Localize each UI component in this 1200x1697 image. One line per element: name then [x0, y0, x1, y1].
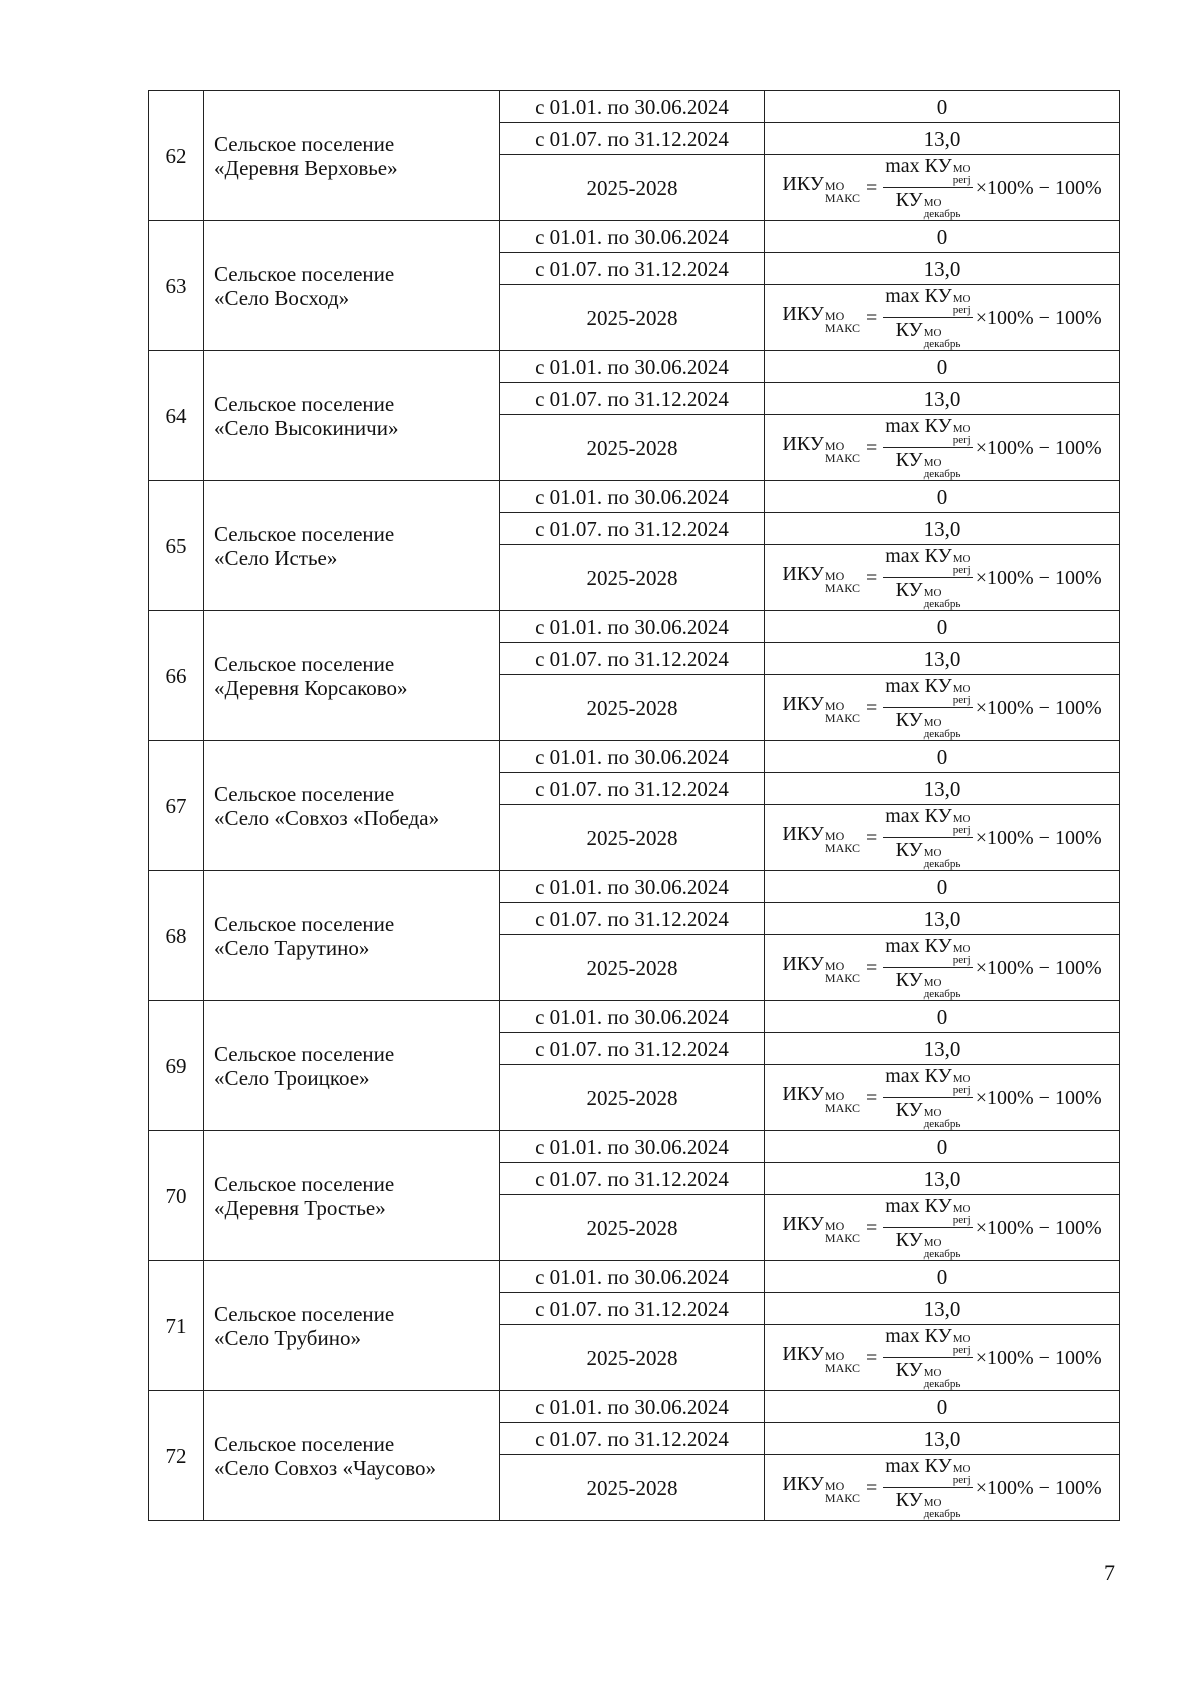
settlement-name: Сельское поселение «Село Истье» — [204, 481, 500, 611]
period-second-half: с 01.07. по 31.12.2024 — [500, 903, 765, 935]
period-first-half: с 01.01. по 30.06.2024 — [500, 1001, 765, 1033]
index-formula: ИКУ МО МАКС = max КУ МО регj КУ МО декабрь ×100% − 100% — [782, 935, 1102, 1000]
value-second-half: 13,0 — [765, 1423, 1120, 1455]
period-first-half: с 01.01. по 30.06.2024 — [500, 221, 765, 253]
period-range: 2025-2028 — [500, 1455, 765, 1521]
period-second-half: с 01.07. по 31.12.2024 — [500, 1163, 765, 1195]
table-row — [149, 1131, 1120, 1163]
period-range: 2025-2028 — [500, 1065, 765, 1131]
table-row — [149, 1001, 1120, 1033]
value-second-half: 13,0 — [765, 903, 1120, 935]
value-first-half: 0 — [765, 91, 1120, 123]
value-first-half: 0 — [765, 1131, 1120, 1163]
value-first-half: 0 — [765, 481, 1120, 513]
table-row — [149, 91, 1120, 123]
period-first-half: с 01.01. по 30.06.2024 — [500, 91, 765, 123]
period-first-half: с 01.01. по 30.06.2024 — [500, 741, 765, 773]
formula-cell — [765, 545, 1120, 611]
period-first-half: с 01.01. по 30.06.2024 — [500, 611, 765, 643]
index-formula: ИКУ МО МАКС = max КУ МО регj КУ МО декабрь ×100% − 100% — [782, 1195, 1102, 1260]
formula-cell — [765, 935, 1120, 1001]
settlement-name: Сельское поселение «Село Троицкое» — [204, 1001, 500, 1131]
value-second-half: 13,0 — [765, 253, 1120, 285]
period-second-half: с 01.07. по 31.12.2024 — [500, 1423, 765, 1455]
index-formula: ИКУ МО МАКС = max КУ МО регj КУ МО декабрь ×100% − 100% — [782, 1065, 1102, 1130]
period-range: 2025-2028 — [500, 285, 765, 351]
table-row — [149, 1261, 1120, 1293]
period-range: 2025-2028 — [500, 805, 765, 871]
period-first-half: с 01.01. по 30.06.2024 — [500, 1131, 765, 1163]
formula-cell — [765, 285, 1120, 351]
value-first-half: 0 — [765, 1001, 1120, 1033]
table-row — [149, 741, 1120, 773]
period-second-half: с 01.07. по 31.12.2024 — [500, 1293, 765, 1325]
formula-cell — [765, 155, 1120, 221]
period-second-half: с 01.07. по 31.12.2024 — [500, 773, 765, 805]
formula-fraction: max КУ МО регj КУ МО декабрь — [885, 155, 971, 220]
index-formula: ИКУ МО МАКС = max КУ МО регj КУ МО декабрь ×100% − 100% — [782, 285, 1102, 350]
index-formula: ИКУ МО МАКС = max КУ МО регj КУ МО декабрь ×100% − 100% — [782, 1325, 1102, 1390]
value-second-half: 13,0 — [765, 513, 1120, 545]
formula-fraction: max КУ МО регj КУ МО декабрь — [885, 1195, 971, 1260]
period-range: 2025-2028 — [500, 1325, 765, 1391]
settlement-name: Сельское поселение «Деревня Верховье» — [204, 91, 500, 221]
formula-cell — [765, 1455, 1120, 1521]
formula-cell — [765, 415, 1120, 481]
settlement-name: Сельское поселение «Село «Совхоз «Победа» — [204, 741, 500, 871]
tariff-table — [148, 90, 1120, 1521]
index-formula: ИКУ МО МАКС = max КУ МО регj КУ МО декабрь ×100% − 100% — [782, 1455, 1102, 1520]
index-formula: ИКУ МО МАКС = max КУ МО регj КУ МО декабрь ×100% − 100% — [782, 675, 1102, 740]
value-first-half: 0 — [765, 221, 1120, 253]
formula-cell — [765, 1325, 1120, 1391]
formula-fraction: max КУ МО регj КУ МО декабрь — [885, 805, 971, 870]
value-first-half: 0 — [765, 1261, 1120, 1293]
settlement-name: Сельское поселение «Деревня Тростье» — [204, 1131, 500, 1261]
formula-cell — [765, 1065, 1120, 1131]
index-formula: ИКУ МО МАКС = max КУ МО регj КУ МО декабрь ×100% − 100% — [782, 155, 1102, 220]
period-second-half: с 01.07. по 31.12.2024 — [500, 123, 765, 155]
period-second-half: с 01.07. по 31.12.2024 — [500, 513, 765, 545]
period-range: 2025-2028 — [500, 935, 765, 1001]
settlement-name: Сельское поселение «Село Трубино» — [204, 1261, 500, 1391]
period-range: 2025-2028 — [500, 155, 765, 221]
period-second-half: с 01.07. по 31.12.2024 — [500, 1033, 765, 1065]
value-first-half: 0 — [765, 351, 1120, 383]
formula-cell — [765, 805, 1120, 871]
formula-fraction: max КУ МО регj КУ МО декабрь — [885, 1325, 971, 1390]
row-number: 63 — [149, 221, 204, 351]
formula-fraction: max КУ МО регj КУ МО декабрь — [885, 415, 971, 480]
row-number: 66 — [149, 611, 204, 741]
value-second-half: 13,0 — [765, 123, 1120, 155]
table-row — [149, 611, 1120, 643]
row-number: 67 — [149, 741, 204, 871]
table-row — [149, 481, 1120, 513]
value-first-half: 0 — [765, 741, 1120, 773]
value-second-half: 13,0 — [765, 1033, 1120, 1065]
period-first-half: с 01.01. по 30.06.2024 — [500, 481, 765, 513]
period-range: 2025-2028 — [500, 415, 765, 481]
value-second-half: 13,0 — [765, 773, 1120, 805]
value-first-half: 0 — [765, 1391, 1120, 1423]
table-row — [149, 871, 1120, 903]
value-second-half: 13,0 — [765, 643, 1120, 675]
period-range: 2025-2028 — [500, 545, 765, 611]
row-number: 69 — [149, 1001, 204, 1131]
row-number: 72 — [149, 1391, 204, 1521]
period-first-half: с 01.01. по 30.06.2024 — [500, 351, 765, 383]
formula-fraction: max КУ МО регj КУ МО декабрь — [885, 935, 971, 1000]
formula-fraction: max КУ МО регj КУ МО декабрь — [885, 1065, 971, 1130]
formula-fraction: max КУ МО регj КУ МО декабрь — [885, 285, 971, 350]
row-number: 68 — [149, 871, 204, 1001]
index-formula: ИКУ МО МАКС = max КУ МО регj КУ МО декабрь ×100% − 100% — [782, 805, 1102, 870]
value-second-half: 13,0 — [765, 383, 1120, 415]
table-row — [149, 351, 1120, 383]
index-formula: ИКУ МО МАКС = max КУ МО регj КУ МО декабрь ×100% − 100% — [782, 545, 1102, 610]
tariff-table-container — [148, 90, 1120, 1521]
period-first-half: с 01.01. по 30.06.2024 — [500, 1261, 765, 1293]
value-first-half: 0 — [765, 871, 1120, 903]
period-second-half: с 01.07. по 31.12.2024 — [500, 253, 765, 285]
index-formula: ИКУ МО МАКС = max КУ МО регj КУ МО декабрь ×100% − 100% — [782, 415, 1102, 480]
formula-fraction: max КУ МО регj КУ МО декабрь — [885, 1455, 971, 1520]
table-row — [149, 1391, 1120, 1423]
formula-fraction: max КУ МО регj КУ МО декабрь — [885, 675, 971, 740]
formula-fraction: max КУ МО регj КУ МО декабрь — [885, 545, 971, 610]
settlement-name: Сельское поселение «Село Восход» — [204, 221, 500, 351]
row-number: 70 — [149, 1131, 204, 1261]
settlement-name: Сельское поселение «Село Тарутино» — [204, 871, 500, 1001]
period-second-half: с 01.07. по 31.12.2024 — [500, 383, 765, 415]
formula-cell — [765, 675, 1120, 741]
formula-cell — [765, 1195, 1120, 1261]
value-second-half: 13,0 — [765, 1163, 1120, 1195]
row-number: 64 — [149, 351, 204, 481]
value-second-half: 13,0 — [765, 1293, 1120, 1325]
settlement-name: Сельское поселение «Село Совхоз «Чаусово» — [204, 1391, 500, 1521]
row-number: 62 — [149, 91, 204, 221]
settlement-name: Сельское поселение «Село Высокиничи» — [204, 351, 500, 481]
period-first-half: с 01.01. по 30.06.2024 — [500, 871, 765, 903]
period-range: 2025-2028 — [500, 1195, 765, 1261]
period-second-half: с 01.07. по 31.12.2024 — [500, 643, 765, 675]
value-first-half: 0 — [765, 611, 1120, 643]
settlement-name: Сельское поселение «Деревня Корсаково» — [204, 611, 500, 741]
period-first-half: с 01.01. по 30.06.2024 — [500, 1391, 765, 1423]
row-number: 65 — [149, 481, 204, 611]
table-row — [149, 221, 1120, 253]
period-range: 2025-2028 — [500, 675, 765, 741]
page-number: 7 — [1104, 1560, 1115, 1585]
row-number: 71 — [149, 1261, 204, 1391]
